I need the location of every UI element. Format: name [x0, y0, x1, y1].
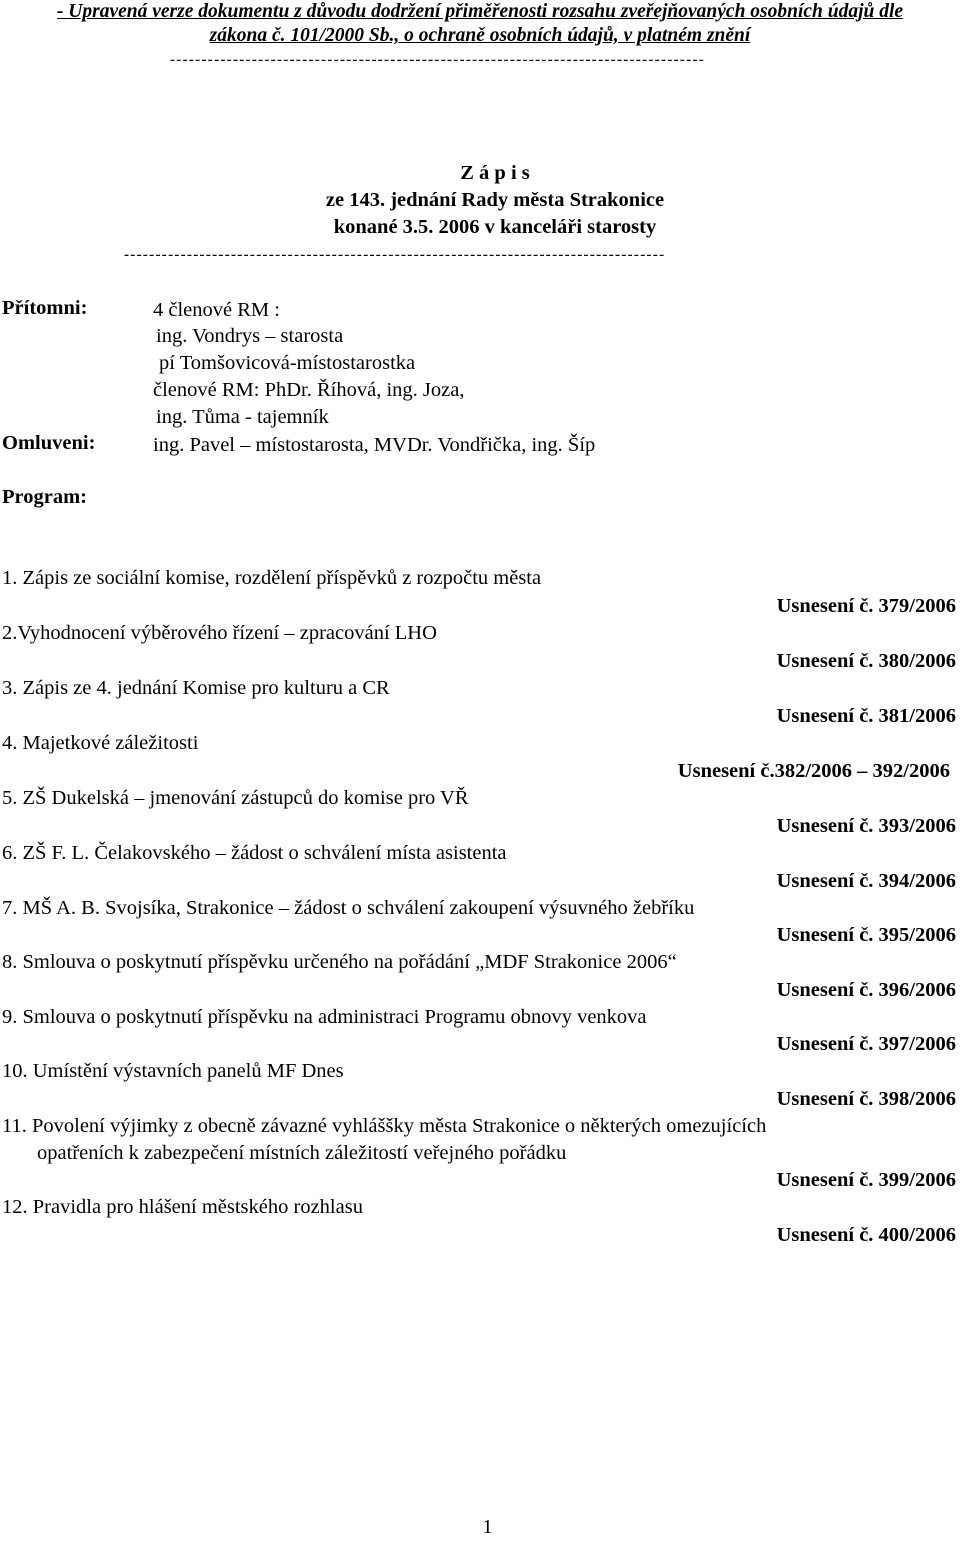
program-item: 8. Smlouva o poskytnutí příspěvku určeného na pořádání „MDF Strakonice 2006“	[2, 951, 677, 973]
excused-label: Omluveni:	[2, 432, 96, 454]
program-resolution: Usnesení č.382/2006 – 392/2006	[677, 760, 950, 782]
program-resolution: Usnesení č. 393/2006	[776, 815, 956, 837]
program-resolution: Usnesení č. 396/2006	[776, 979, 956, 1001]
program-item: 11. Povolení výjimky z obecně závazné vyhláššky města Strakonice o některých omezujících	[2, 1115, 767, 1137]
page-number: 1	[482, 1516, 493, 1538]
present-label: Přítomni:	[2, 297, 88, 319]
program-resolution: Usnesení č. 395/2006	[776, 924, 956, 946]
program-resolution: Usnesení č. 398/2006	[776, 1088, 956, 1110]
header-separator: -------------------------------------------------------------------------------------	[170, 52, 706, 68]
present-line: členové RM: PhDr. Říhová, ing. Joza,	[153, 379, 465, 401]
program-item: 4. Majetkové záležitosti	[2, 732, 199, 754]
program-resolution: Usnesení č. 397/2006	[776, 1033, 956, 1055]
program-resolution: Usnesení č. 394/2006	[776, 870, 956, 892]
excused-text: ing. Pavel – místostarosta, MVDr. Vondřička, ing. Šíp	[153, 434, 596, 456]
program-resolution: Usnesení č. 379/2006	[776, 595, 956, 617]
program-resolution: Usnesení č. 381/2006	[776, 705, 956, 727]
present-line: 4 členové RM :	[153, 299, 280, 321]
program-item: 1. Zápis ze sociální komise, rozdělení příspěvků z rozpočtu města	[2, 567, 542, 589]
program-item-continuation: opatřeních k zabezpečení místních záležitostí veřejného pořádku	[37, 1142, 567, 1164]
privacy-notice-line-1: - Upravená verze dokumentu z důvodu dodržení přiměřenosti rozsahu zveřejňovaných osobních údajů dle	[56, 1, 904, 22]
meeting-title: ze 143. jednání Rady města Strakonice	[325, 189, 665, 211]
present-line: pí Tomšovicová-místostarostka	[159, 352, 416, 374]
program-resolution: Usnesení č. 400/2006	[776, 1224, 956, 1246]
program-resolution: Usnesení č. 380/2006	[776, 650, 956, 672]
document-title: Z á p i s	[460, 162, 530, 184]
present-line: ing. Vondrys – starosta	[156, 325, 344, 347]
program-item: 2.Vyhodnocení výběrového řízení – zpracování LHO	[2, 622, 437, 644]
program-item: 9. Smlouva o poskytnutí příspěvku na administraci Programu obnovy venkova	[2, 1006, 647, 1028]
program-item: 10. Umístění výstavních panelů MF Dnes	[2, 1060, 344, 1082]
present-line: ing. Tůma - tajemník	[156, 406, 329, 428]
program-resolution: Usnesení č. 399/2006	[776, 1169, 956, 1191]
program-item: 6. ZŠ F. L. Čelakovského – žádost o schválení místa asistenta	[2, 842, 507, 864]
program-label: Program:	[2, 486, 88, 508]
program-item: 12. Pravidla pro hlášení městského rozhlasu	[2, 1196, 363, 1218]
meeting-date-place: konané 3.5. 2006 v kanceláři starosty	[333, 216, 657, 238]
title-separator: --------------------------------------------------------------------------------------	[124, 247, 666, 263]
program-item: 3. Zápis ze 4. jednání Komise pro kulturu a CR	[2, 677, 390, 699]
program-item: 5. ZŠ Dukelská – jmenování zástupců do komise pro VŘ	[2, 787, 469, 809]
program-item: 7. MŠ A. B. Svojsíka, Strakonice – žádost o schválení zakoupení výsuvného žebříku	[2, 897, 695, 919]
privacy-notice-line-2: zákona č. 101/2000 Sb., o ochraně osobních údajů, v platném znění	[209, 25, 751, 46]
